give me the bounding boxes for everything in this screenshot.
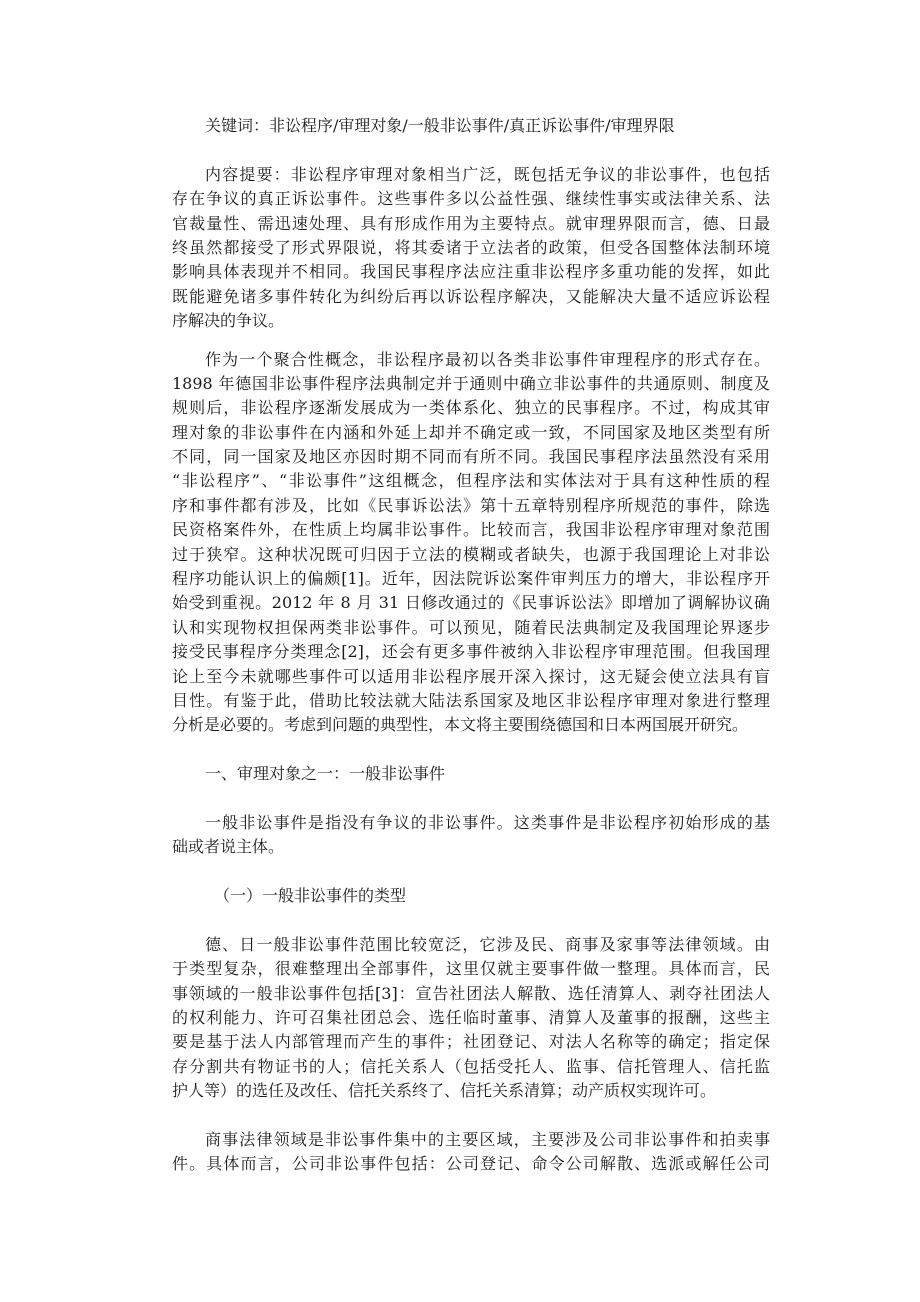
section-heading bbox=[172, 762, 770, 786]
text-line: 官裁量性、需迅速处理、具有形成作用为主要特点。就审理界限而言，德、日最 bbox=[172, 213, 770, 233]
text-line: 接受民事程序分类理念[2]，还会有更多事件被纳入非讼程序审理范围。但我国理 bbox=[172, 642, 770, 662]
text-line: 始受到重视。2012 年 8 月 31 日修改通过的《民事诉讼法》即增加了调解协议确 bbox=[172, 593, 770, 613]
text-line: 既能避免诸多事件转化为纠纷后再以诉讼程序解决，又能解决大量不适应诉讼程 bbox=[172, 286, 770, 306]
text-line: 目性。有鉴于此，借助比较法就大陆法系国家及地区非讼程序审理对象进行整理 bbox=[172, 690, 770, 710]
keywords-paragraph bbox=[172, 114, 770, 138]
text-line: 要是基于法人内部管理而产生的事件；社团登记、对法人名称等的确定；指定保 bbox=[172, 1032, 770, 1052]
text-line: 影响具体表现并不相同。我国民事程序法应注重非讼程序多重功能的发挥，如此 bbox=[172, 262, 770, 282]
text-line: 规则后，非讼程序逐渐发展成为一类体系化、独立的民事程序。不过，构成其审 bbox=[172, 398, 770, 418]
text-line: 终虽然都接受了形式界限说，将其委诸于立法者的政策，但受各国整体法制环境 bbox=[172, 237, 770, 257]
text-line: 于类型复杂，很难整理出全部事件，这里仅就主要事件做一整理。具体而言，民 bbox=[172, 959, 770, 979]
text-line: 一般非讼事件是指没有争议的非讼事件。这类事件是非讼程序初始形成的基 bbox=[205, 812, 770, 832]
section-paragraph bbox=[172, 811, 770, 860]
section-heading-text: 一、审理对象之一：一般非讼事件 bbox=[205, 764, 446, 784]
text-line: 序和事件都有涉及，比如《民事诉讼法》第十五章特别程序所规范的事件，除选 bbox=[172, 495, 770, 515]
text-line: 商事法律领域是非讼事件集中的主要区域，主要涉及公司非讼事件和拍卖事 bbox=[205, 1130, 770, 1150]
text-line: 存分割共有物证书的人；信托关系人（包括受托人、监事、信托管理人、信托监 bbox=[172, 1056, 770, 1076]
text-line: 件。具体而言，公司非讼事件包括：公司登记、命令公司解散、选派或解任公司 bbox=[172, 1154, 770, 1174]
text-line: 事领域的一般非讼事件包括[3]：宣告社团法人解散、选任清算人、剥夺社团法人 bbox=[172, 983, 770, 1003]
subsection-heading-text: （一）一般非讼事件的类型 bbox=[214, 886, 407, 906]
text-line: 1898 年德国非讼事件程序法典制定并于通则中确立非讼事件的共通原则、制度及 bbox=[172, 373, 770, 393]
text-line: 德、日一般非讼事件范围比较宽泛，它涉及民、商事及家事等法律领域。由 bbox=[205, 934, 770, 954]
text-line: 护人等）的选任及改任、信托关系终了、信托关系清算；动产质权实现许可。 bbox=[172, 1081, 717, 1101]
text-line: 不同，同一国家及地区亦因时期不同而有所不同。我国民事程序法虽然没有采用 bbox=[172, 447, 770, 467]
text-line: 论上至今未就哪些事件可以适用非讼程序展开深入探讨，这无疑会使立法具有盲 bbox=[172, 666, 770, 686]
text-line: 过于狭窄。这种状况既可归因于立法的模糊或者缺失，也源于我国理论上对非讼 bbox=[172, 544, 770, 564]
text-line: “非讼程序”、“非讼事件”这组概念，但程序法和实体法对于具有这种性质的程 bbox=[172, 471, 770, 491]
text-line: 内容提要：非讼程序审理对象相当广泛，既包括无争议的非讼事件，也包括 bbox=[205, 164, 770, 184]
text-line: 理对象的非讼事件在内涵和外延上却并不确定或一致，不同国家及地区类型有所 bbox=[172, 422, 770, 442]
subsection-paragraph-civil bbox=[172, 933, 770, 1104]
text-line: 存在争议的真正诉讼事件。这些事件多以公益性强、继续性事实或法律关系、法 bbox=[172, 189, 770, 209]
text-line: 础或者说主体。 bbox=[172, 837, 285, 857]
subsection-heading bbox=[172, 884, 770, 908]
document-body bbox=[172, 114, 770, 1177]
text-line: 认和实现物权担保两类非讼事件。可以预见，随着民法典制定及我国理论界逐步 bbox=[172, 617, 770, 637]
keywords-line: 关键词：非讼程序/审理对象/一般非讼事件/真正诉讼事件/审理界限 bbox=[205, 116, 675, 135]
text-line: 程序功能认识上的偏颇[1]。近年，因法院诉讼案件审判压力的增大，非讼程序开 bbox=[172, 569, 770, 589]
text-line: 作为一个聚合性概念，非讼程序最初以各类非讼事件审理程序的形式存在。 bbox=[205, 349, 770, 369]
abstract-paragraph bbox=[172, 163, 770, 334]
text-line: 的权利能力、许可召集社团总会、选任临时董事、清算人及董事的报酬，这些主 bbox=[172, 1008, 770, 1028]
text-line: 序解决的争议。 bbox=[172, 311, 285, 331]
text-line: 分析是必要的。考虑到问题的典型性，本文将主要围绕德国和日本两国展开研究。 bbox=[172, 715, 749, 735]
intro-paragraph bbox=[172, 348, 770, 738]
text-line: 民资格案件外，在性质上均属非讼事件。比较而言，我国非讼程序审理对象范围 bbox=[172, 520, 770, 540]
subsection-paragraph-commercial bbox=[172, 1128, 770, 1177]
